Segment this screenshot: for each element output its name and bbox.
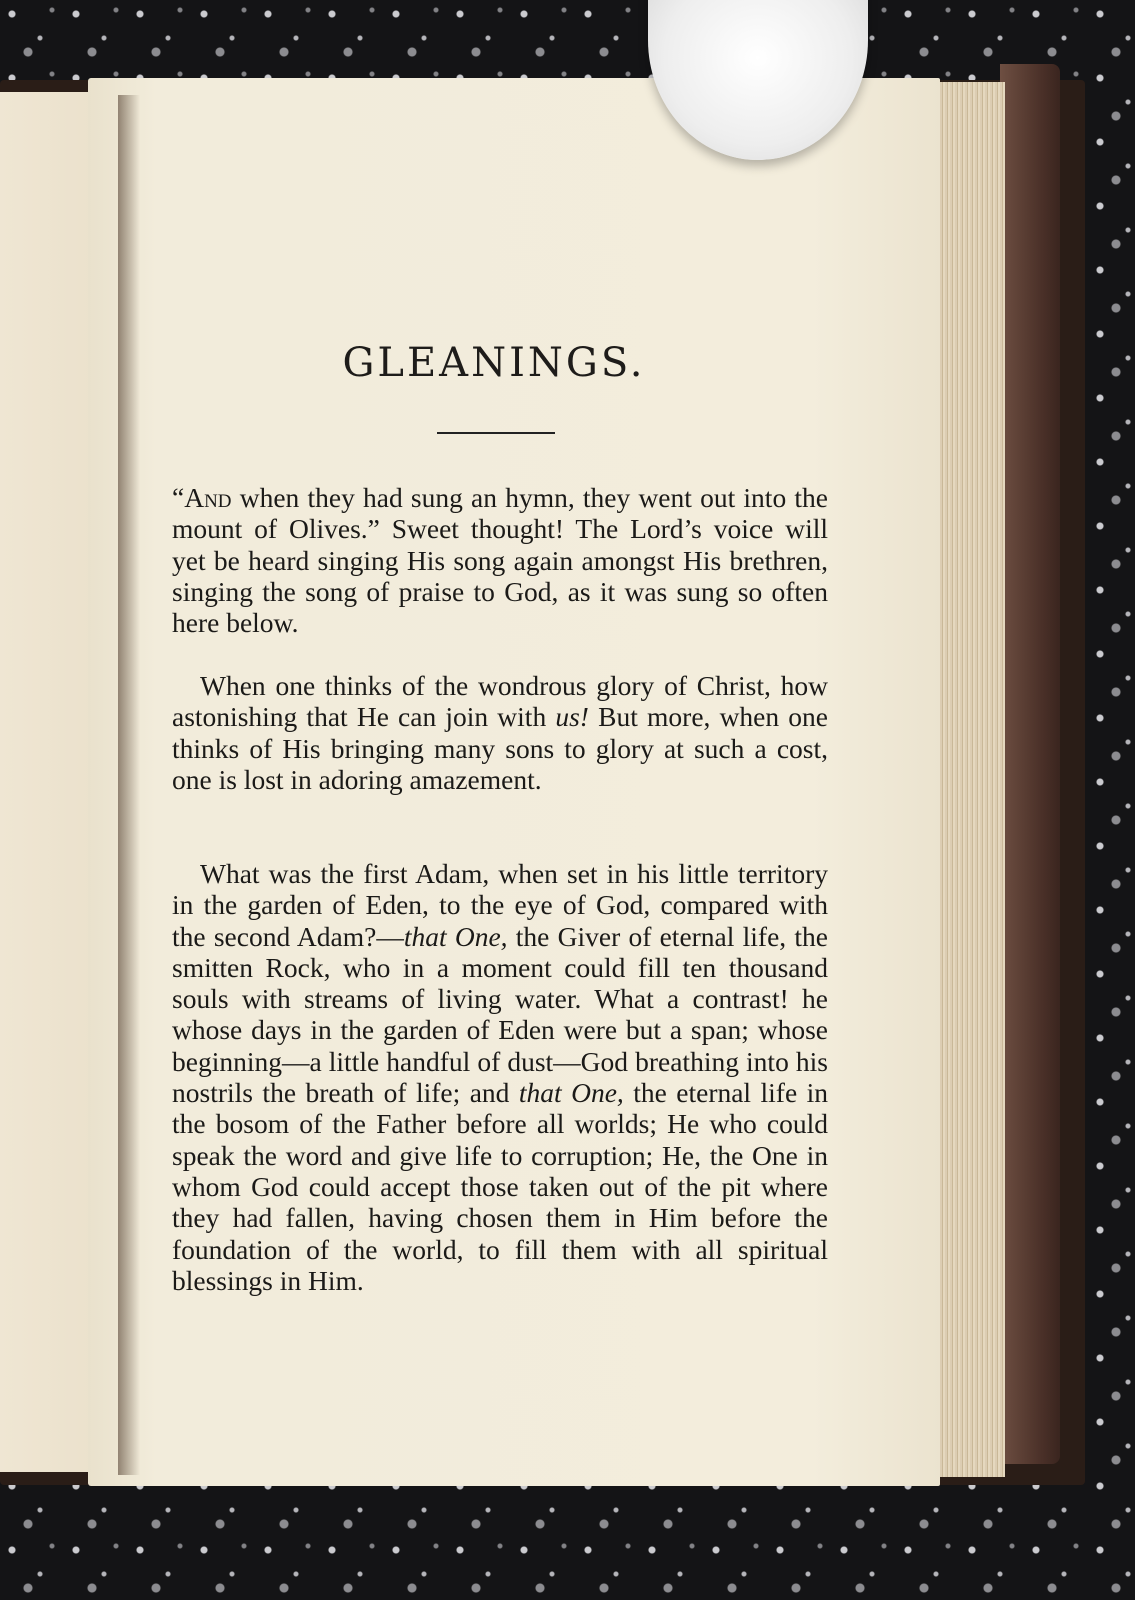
paragraph-3-emphasis-2: that One, <box>518 1077 624 1109</box>
paragraph-3 <box>172 858 828 1296</box>
book-gutter <box>118 95 140 1475</box>
open-quote: “ <box>172 482 185 513</box>
paragraph-1 <box>172 482 828 638</box>
title-rule <box>437 432 555 434</box>
paragraph-2-after: But more, when one thinks of His bringing many sons to glory at such a cost, one is lost in adoring amazement. <box>172 701 828 795</box>
book-cover-edge <box>1000 64 1060 1464</box>
paragraph-2-text <box>172 670 828 795</box>
paragraph-2-emphasis: us! <box>555 701 589 733</box>
paragraph-1-body: when they had sung an hymn, they went out into the mount of Olives.” Sweet thought! The Lord’s voice will yet be heard singing His song again amongst His brethren, singing the song of praise to God, as it was sung so often here below. <box>172 482 828 639</box>
paragraph-3-text <box>172 858 828 1296</box>
paragraph-3-after: the eternal life in the bosom of the Father before all worlds; He who could speak the word and give life to corruption; He, the One in whom God could accept those taken out of the pit where they had fallen, having chosen them in Him before the foundation of the world, to fill them with all spiritual blessings in Him. <box>172 1077 828 1296</box>
page-edges <box>935 82 1005 1477</box>
paragraph-2 <box>172 670 828 795</box>
paragraph-3-before: What was the first Adam, when set in his little territory in the garden of Eden, to the eye of God, compared with the second Adam?— <box>172 858 828 952</box>
paragraph-1-text <box>172 482 828 638</box>
paragraph-2-before: When one thinks of the wondrous glory of Christ, how astonishing that He can join with <box>172 670 828 733</box>
page-title: GLEANINGS. <box>342 340 646 386</box>
paragraph-3-middle: the Giver of eternal life, the smitten Rock, who in a moment could fill ten thousand souls with streams of living water. What a contrast! he whose days in the garden of Eden were but a span; whose beginning—a little handful of dust—God breathing into his nostrils the breath of life; and <box>172 920 828 1109</box>
paragraph-3-emphasis-1: that One, <box>403 920 508 952</box>
lead-word: And <box>184 482 232 513</box>
